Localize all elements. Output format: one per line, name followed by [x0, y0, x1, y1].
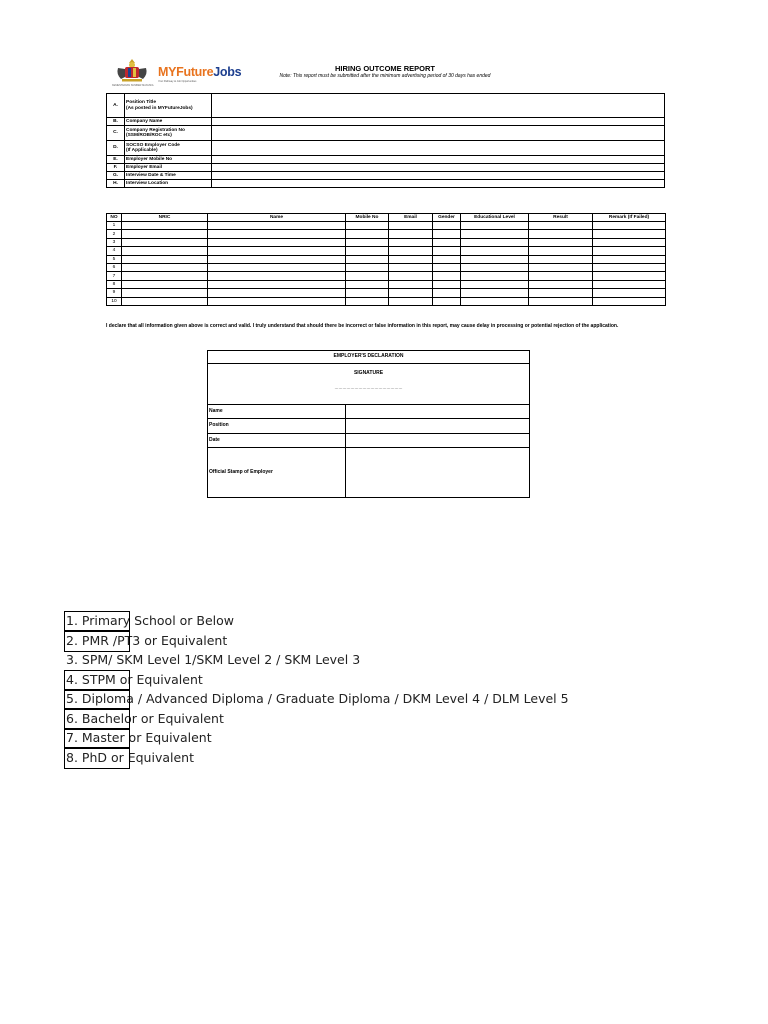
info-row-key: C.	[107, 126, 125, 141]
candidate-row-number: 10	[107, 297, 122, 305]
info-row	[107, 164, 665, 172]
candidate-row-number: 8	[107, 280, 122, 288]
info-row-value-field[interactable]	[212, 156, 665, 164]
candidate-column-header: Result	[529, 214, 593, 222]
info-row-value-field[interactable]	[212, 164, 665, 172]
candidate-row	[107, 263, 666, 271]
candidate-column-header: NRIC	[122, 214, 208, 222]
info-row-key: H.	[107, 180, 125, 188]
candidate-cell[interactable]	[529, 297, 593, 305]
candidate-cell[interactable]	[461, 289, 529, 297]
info-row	[107, 172, 665, 180]
candidate-row-number: 9	[107, 289, 122, 297]
candidate-row-number: 4	[107, 247, 122, 255]
legend-cell-border	[64, 630, 130, 652]
candidate-cell[interactable]	[593, 238, 666, 246]
candidate-cell[interactable]	[346, 272, 389, 280]
brand-name: MYFutureJobs	[158, 65, 242, 79]
candidate-cell[interactable]	[529, 230, 593, 238]
legend-cell-border	[64, 611, 130, 632]
candidate-cell[interactable]	[529, 289, 593, 297]
candidate-row-number: 6	[107, 263, 122, 271]
candidate-cell[interactable]	[122, 255, 208, 263]
candidate-cell[interactable]	[461, 255, 529, 263]
candidate-row-number: 2	[107, 230, 122, 238]
candidate-cell[interactable]	[208, 297, 346, 305]
candidate-cell[interactable]	[433, 222, 461, 230]
education-level-legend	[66, 611, 569, 767]
candidate-cell[interactable]	[593, 280, 666, 288]
candidate-cell[interactable]	[593, 297, 666, 305]
info-row-label: Company Registration No (SSM/ROB/ROC etc)	[125, 126, 212, 141]
company-info-table	[106, 93, 665, 188]
candidate-row	[107, 230, 666, 238]
candidate-cell[interactable]	[461, 280, 529, 288]
info-row-key: D.	[107, 141, 125, 156]
candidate-cell[interactable]	[346, 247, 389, 255]
candidate-row	[107, 289, 666, 297]
candidate-cell[interactable]	[122, 297, 208, 305]
candidate-row	[107, 297, 666, 305]
decl-stamp-label: Official Stamp of Employer	[208, 448, 346, 498]
candidate-cell[interactable]	[461, 297, 529, 305]
candidate-cell[interactable]	[529, 280, 593, 288]
candidate-cell[interactable]	[346, 238, 389, 246]
info-row-key: A.	[107, 94, 125, 118]
candidate-cell[interactable]	[593, 263, 666, 271]
candidate-cell[interactable]	[208, 222, 346, 230]
candidate-cell[interactable]	[593, 222, 666, 230]
candidate-cell[interactable]	[208, 280, 346, 288]
education-level-item: 4. STPM or Equivalent	[66, 671, 203, 687]
candidate-cell[interactable]	[461, 230, 529, 238]
candidate-cell[interactable]	[208, 230, 346, 238]
decl-name-field[interactable]	[346, 405, 530, 419]
candidate-cell[interactable]	[433, 247, 461, 255]
info-row-key: B.	[107, 118, 125, 126]
candidate-cell[interactable]	[389, 263, 433, 271]
info-row	[107, 94, 665, 118]
education-level-item: 1. Primary School or Below	[66, 613, 235, 628]
education-level-item: 7. Master or Equivalent	[66, 730, 212, 745]
brand-tagline: Your Pathway to Job Opportunities	[158, 80, 197, 83]
candidate-column-header: Email	[389, 214, 433, 222]
candidate-column-header: Gender	[433, 214, 461, 222]
candidate-cell[interactable]	[593, 255, 666, 263]
info-row-label: Company Name	[125, 118, 212, 126]
candidate-cell[interactable]	[122, 222, 208, 230]
info-row-value-field[interactable]	[212, 126, 665, 141]
education-level-item: 5. Diploma / Advanced Diploma / Graduate Diploma / DKM Level 4 / DLM Level 5	[66, 691, 569, 706]
crest-caption: KEMENTERIAN SUMBER MANUSIA	[112, 84, 154, 87]
candidate-cell[interactable]	[529, 255, 593, 263]
candidate-cell[interactable]	[529, 238, 593, 246]
candidate-cell[interactable]	[433, 255, 461, 263]
candidate-cell[interactable]	[389, 238, 433, 246]
myfuturejobs-logo	[112, 56, 242, 88]
candidate-row-number: 7	[107, 272, 122, 280]
info-row-key: F.	[107, 164, 125, 172]
decl-position-field[interactable]	[346, 419, 530, 434]
signature-area[interactable]	[208, 364, 530, 405]
candidate-row	[107, 238, 666, 246]
candidate-cell[interactable]	[122, 289, 208, 297]
candidate-cell[interactable]	[433, 280, 461, 288]
candidate-cell[interactable]	[529, 222, 593, 230]
report-note: Note: This report must be submitted after the minimum advertising period of 30 days has ended	[279, 73, 491, 79]
info-row	[107, 141, 665, 156]
candidate-column-header: NO	[107, 214, 122, 222]
info-row-label: Employer Mobile No	[125, 156, 212, 164]
decl-name-label: Name	[208, 405, 346, 419]
candidate-row-number: 5	[107, 255, 122, 263]
decl-stamp-field[interactable]	[346, 448, 530, 498]
candidate-column-header: Educational Level	[461, 214, 529, 222]
candidate-cell[interactable]	[122, 230, 208, 238]
candidate-cell[interactable]	[346, 263, 389, 271]
candidate-cell[interactable]	[346, 255, 389, 263]
candidate-row	[107, 280, 666, 288]
education-level-item: 6. Bachelor or Equivalent	[66, 710, 224, 726]
education-level-item: 3. SPM/ SKM Level 1/SKM Level 2 / SKM Level 3	[66, 652, 361, 667]
candidate-cell[interactable]	[433, 263, 461, 271]
info-row-key: G.	[107, 172, 125, 180]
candidate-cell[interactable]	[389, 247, 433, 255]
info-row	[107, 118, 665, 126]
candidate-cell[interactable]	[208, 247, 346, 255]
candidate-cell[interactable]	[122, 263, 208, 271]
info-row-value-field[interactable]	[212, 172, 665, 180]
candidate-row	[107, 222, 666, 230]
signature-line: ……………………………………………	[334, 385, 403, 391]
candidate-cell[interactable]	[461, 222, 529, 230]
report-title: HIRING OUTCOME REPORT	[334, 64, 435, 73]
legend-cell-border	[64, 670, 130, 691]
declaration-statement: I declare that all information given above is correct and valid. I truly understand that should there be incorrect or false information in this report, may cause delay in processing or potential rejection of the application.	[106, 323, 619, 329]
candidate-row	[107, 255, 666, 263]
candidate-cell[interactable]	[461, 272, 529, 280]
candidate-cell[interactable]	[593, 289, 666, 297]
info-row-label: Employer Email	[125, 164, 212, 172]
info-row	[107, 126, 665, 141]
signature-label: SIGNATURE	[353, 370, 384, 376]
info-row	[107, 156, 665, 164]
candidate-cell[interactable]	[433, 297, 461, 305]
info-row-value-field[interactable]	[212, 141, 665, 156]
candidate-cell[interactable]	[529, 263, 593, 271]
candidate-cell[interactable]	[346, 222, 389, 230]
candidate-cell[interactable]	[208, 289, 346, 297]
info-row-value-field[interactable]	[212, 118, 665, 126]
candidate-cell[interactable]	[529, 272, 593, 280]
candidate-cell[interactable]	[529, 247, 593, 255]
education-level-item: 8. PhD or Equivalent	[66, 749, 194, 765]
info-row-label: Position Title (As posted in MYFutureJobs)	[125, 94, 212, 118]
candidate-cell[interactable]	[389, 255, 433, 263]
candidate-cell[interactable]	[389, 280, 433, 288]
candidate-cell[interactable]	[389, 289, 433, 297]
candidate-column-header: Mobile No	[346, 214, 389, 222]
candidate-column-header: Name	[208, 214, 346, 222]
info-row-value-field[interactable]	[212, 180, 665, 188]
candidate-cell[interactable]	[461, 247, 529, 255]
candidate-cell[interactable]	[593, 230, 666, 238]
candidate-cell[interactable]	[593, 272, 666, 280]
candidate-cell[interactable]	[122, 272, 208, 280]
decl-date-label: Date	[208, 434, 346, 448]
candidate-row-number: 1	[107, 222, 122, 230]
education-level-item: 2. PMR /PT3 or Equivalent	[66, 632, 228, 648]
candidate-cell[interactable]	[208, 238, 346, 246]
candidate-cell[interactable]	[208, 272, 346, 280]
candidate-table	[106, 213, 666, 306]
candidate-cell[interactable]	[122, 238, 208, 246]
candidate-cell[interactable]	[433, 272, 461, 280]
legend-cell-border	[64, 728, 130, 749]
candidate-cell[interactable]	[346, 289, 389, 297]
candidate-cell[interactable]	[433, 289, 461, 297]
legend-cell-border	[64, 708, 130, 730]
candidate-cell[interactable]	[346, 280, 389, 288]
info-row-label: SOCSO Employer Code (If Applicable)	[125, 141, 212, 156]
candidate-cell[interactable]	[461, 263, 529, 271]
info-row-key: E.	[107, 156, 125, 164]
candidate-cell[interactable]	[389, 222, 433, 230]
candidate-cell[interactable]	[593, 247, 666, 255]
candidate-cell[interactable]	[122, 247, 208, 255]
candidate-cell[interactable]	[389, 272, 433, 280]
candidate-cell[interactable]	[346, 297, 389, 305]
employer-declaration-box	[207, 350, 530, 498]
candidate-row-number: 3	[107, 238, 122, 246]
info-row-label: Interview Date & Time	[125, 172, 212, 180]
legend-cell-border	[64, 747, 130, 769]
candidate-row	[107, 272, 666, 280]
employer-declaration-title: EMPLOYER'S DECLARATION	[208, 351, 530, 364]
candidate-cell[interactable]	[433, 238, 461, 246]
candidate-cell[interactable]	[208, 263, 346, 271]
decl-date-field[interactable]	[346, 434, 530, 448]
candidate-row	[107, 247, 666, 255]
info-row-label: Interview Location	[125, 180, 212, 188]
candidate-cell[interactable]	[122, 280, 208, 288]
info-row	[107, 180, 665, 188]
info-row-value-field[interactable]	[212, 94, 665, 118]
candidate-cell[interactable]	[433, 230, 461, 238]
candidate-cell[interactable]	[389, 297, 433, 305]
candidate-cell[interactable]	[346, 230, 389, 238]
decl-position-label: Position	[208, 419, 346, 434]
candidate-cell[interactable]	[461, 238, 529, 246]
candidate-column-header: Remark (If Failed)	[593, 214, 666, 222]
candidate-cell[interactable]	[208, 255, 346, 263]
candidate-cell[interactable]	[389, 230, 433, 238]
legend-cell-border	[64, 689, 130, 710]
